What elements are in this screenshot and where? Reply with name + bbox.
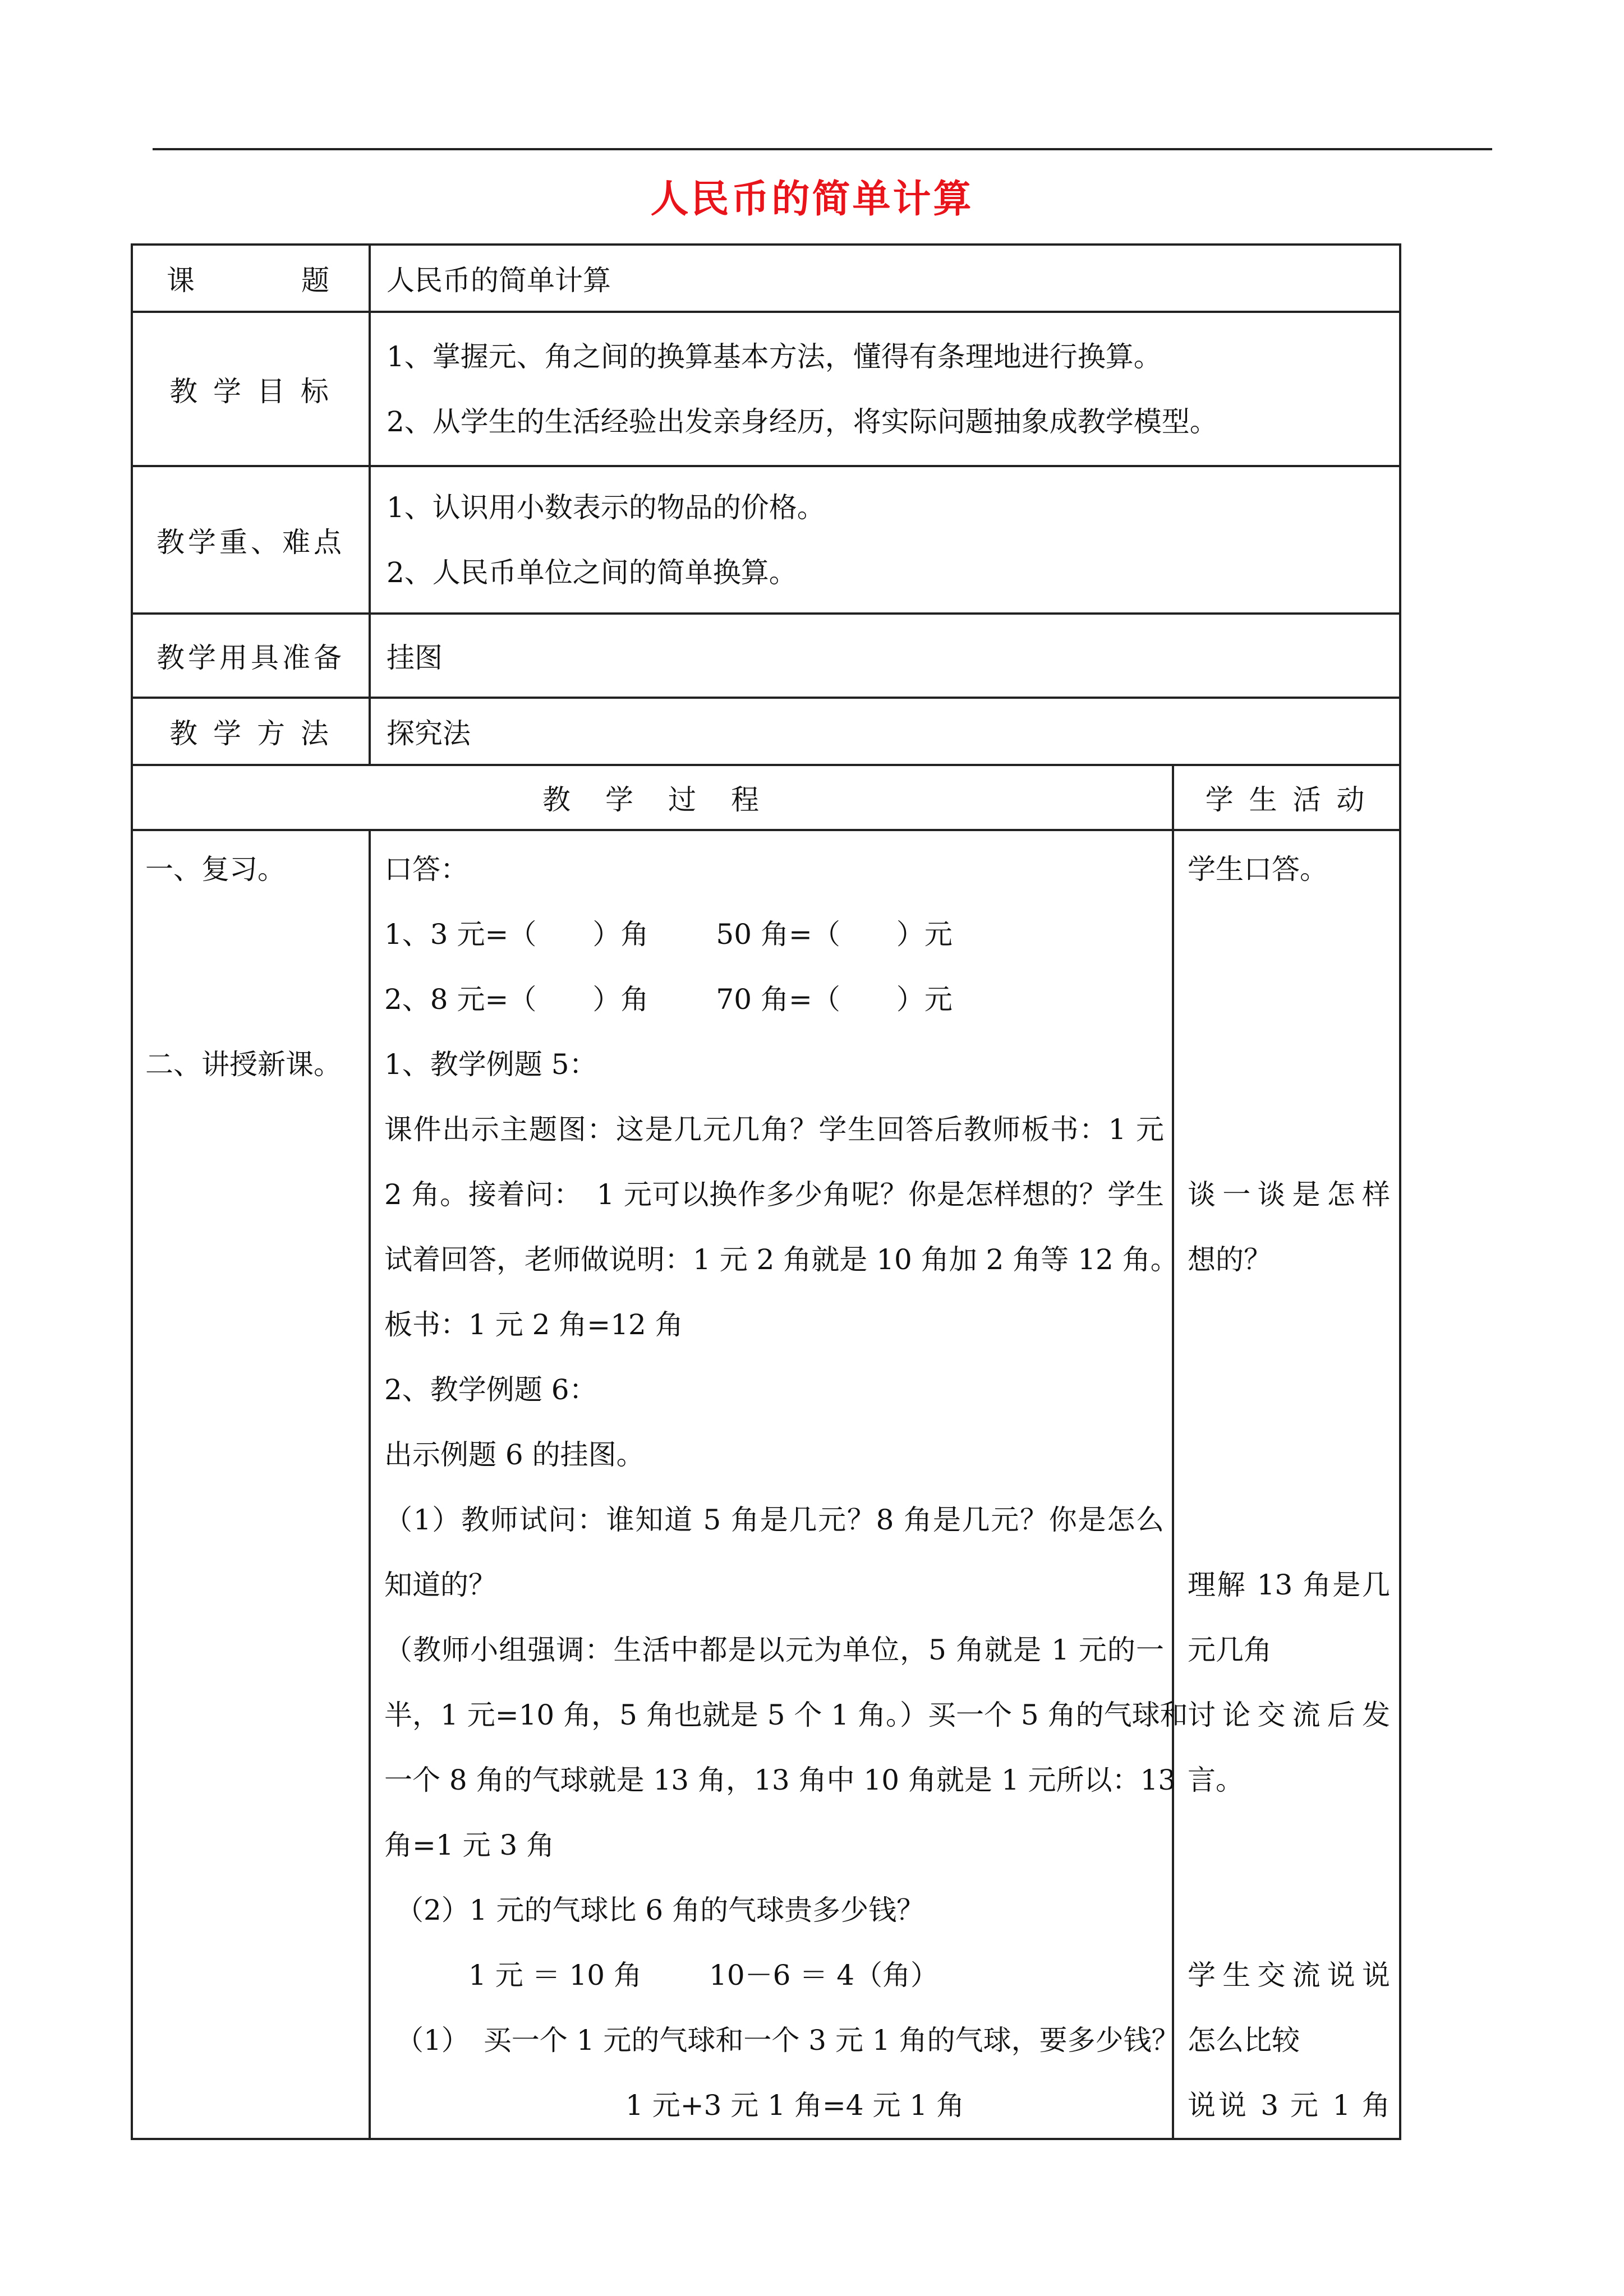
- focus-item: 1、认识用小数表示的物品的价格。: [387, 491, 825, 524]
- activity-header: 学 生 活 动: [1173, 765, 1400, 830]
- section-new: 二、讲授新课。: [145, 1048, 342, 1081]
- process-line: 试着回答，老师做说明：1 元 2 角就是 10 角加 2 角等 12 角。: [384, 1243, 1179, 1276]
- activity-line: 学生口答。: [1188, 853, 1328, 886]
- process-line: 角=1 元 3 角: [384, 1829, 555, 1861]
- tools-value: 挂图: [370, 614, 1400, 698]
- process-line: 出示例题 6 的挂图。: [384, 1439, 645, 1471]
- process-line: 知道的？: [384, 1569, 496, 1601]
- process-header: 教 学 过 程: [132, 765, 1173, 830]
- topic-row: [132, 245, 1400, 312]
- activity-line: 元几角: [1188, 1634, 1272, 1666]
- process-line: 口答：: [384, 853, 468, 886]
- process-line: 课件出示主题图：这是几元几角？学生回答后教师板书：1 元: [384, 1113, 1164, 1146]
- process-body-row: [132, 830, 1400, 2139]
- section-column: [132, 830, 370, 2139]
- process-line: 2、教学例题 6：: [384, 1373, 597, 1406]
- tools-label: 教学用具准备: [132, 614, 370, 698]
- process-line: 一个 8 角的气球就是 13 角，13 角中 10 角就是 1 元所以：13: [384, 1764, 1176, 1796]
- process-line: 1 元+3 元 1 角=4 元 1 角: [625, 2089, 965, 2122]
- process-header-row: [132, 765, 1400, 830]
- process-line: [384, 902, 1164, 967]
- process-line: [384, 1943, 1164, 2008]
- process-line: （1） 买一个 1 元的气球和一个 3 元 1 角的气球，要多少钱？: [395, 2024, 1180, 2057]
- method-row: [132, 698, 1400, 765]
- process-line: [384, 967, 1164, 1032]
- exercise-a: 1、3 元=（ ）角: [384, 918, 649, 951]
- goal-item: 2、从学生的生活经验出发亲身经历，将实际问题抽象成教学模型。: [387, 405, 1218, 438]
- tools-row: [132, 614, 1400, 698]
- focus-row: [132, 466, 1400, 614]
- goals-row: [132, 312, 1400, 466]
- activity-line: 怎么比较: [1188, 2024, 1300, 2057]
- exercise-b: 50 角=（ ）元: [716, 918, 953, 951]
- lesson-plan-table: [131, 243, 1401, 2140]
- activity-column: [1173, 830, 1400, 2139]
- activity-line: 想的？: [1188, 1243, 1272, 1276]
- method-label: 教 学 方 法: [132, 698, 370, 765]
- process-column: [370, 830, 1188, 2139]
- activity-line: 谈一谈是怎样: [1188, 1178, 1390, 1211]
- activity-line: 理解 13 角是几: [1188, 1569, 1390, 1601]
- section-review: 一、复习。: [145, 853, 286, 886]
- goal-item: 1、掌握元、角之间的换算基本方法，懂得有条理地进行换算。: [387, 340, 1162, 373]
- exercise-a: 2、8 元=（ ）角: [384, 983, 649, 1016]
- equation-a: 1 元 ＝ 10 角: [468, 1959, 642, 1991]
- activity-line: 讨论交流后发: [1188, 1699, 1390, 1731]
- focus-cell: [370, 466, 1400, 614]
- focus-label: 教学重、难点: [132, 466, 370, 614]
- exercise-b: 70 角=（ ）元: [716, 983, 953, 1016]
- activity-line: 言。: [1188, 1764, 1244, 1796]
- process-line: 2 角。接着问： 1 元可以换作多少角呢？你是怎样想的？学生: [384, 1178, 1164, 1211]
- topic-label: 课 题: [132, 245, 370, 312]
- page-title: 人民币的简单计算: [650, 177, 974, 222]
- activity-line: 说说 3 元 1 角: [1188, 2089, 1390, 2122]
- method-value: 探究法: [370, 698, 1400, 765]
- goals-label: 教 学 目 标: [132, 312, 370, 466]
- header-rule: [153, 148, 1492, 150]
- process-line: （2）1 元的气球比 6 角的气球贵多少钱？: [395, 1894, 925, 1926]
- goals-cell: [370, 312, 1400, 466]
- process-line: 板书：1 元 2 角=12 角: [384, 1308, 683, 1341]
- focus-item: 2、人民币单位之间的简单换算。: [387, 556, 797, 589]
- activity-line: 学生交流说说: [1188, 1959, 1390, 1991]
- topic-value: 人民币的简单计算: [370, 245, 1400, 312]
- process-line: 1、教学例题 5：: [384, 1048, 597, 1081]
- process-line: （1）教师试问：谁知道 5 角是几元？8 角是几元？你是怎么: [384, 1504, 1164, 1536]
- process-line: 半，1 元=10 角，5 角也就是 5 个 1 角。）买一个 5 角的气球和: [384, 1699, 1188, 1731]
- process-line: （教师小组强调：生活中都是以元为单位，5 角就是 1 元的一: [384, 1634, 1164, 1666]
- equation-b: 10－6 ＝ 4（角）: [709, 1959, 939, 1991]
